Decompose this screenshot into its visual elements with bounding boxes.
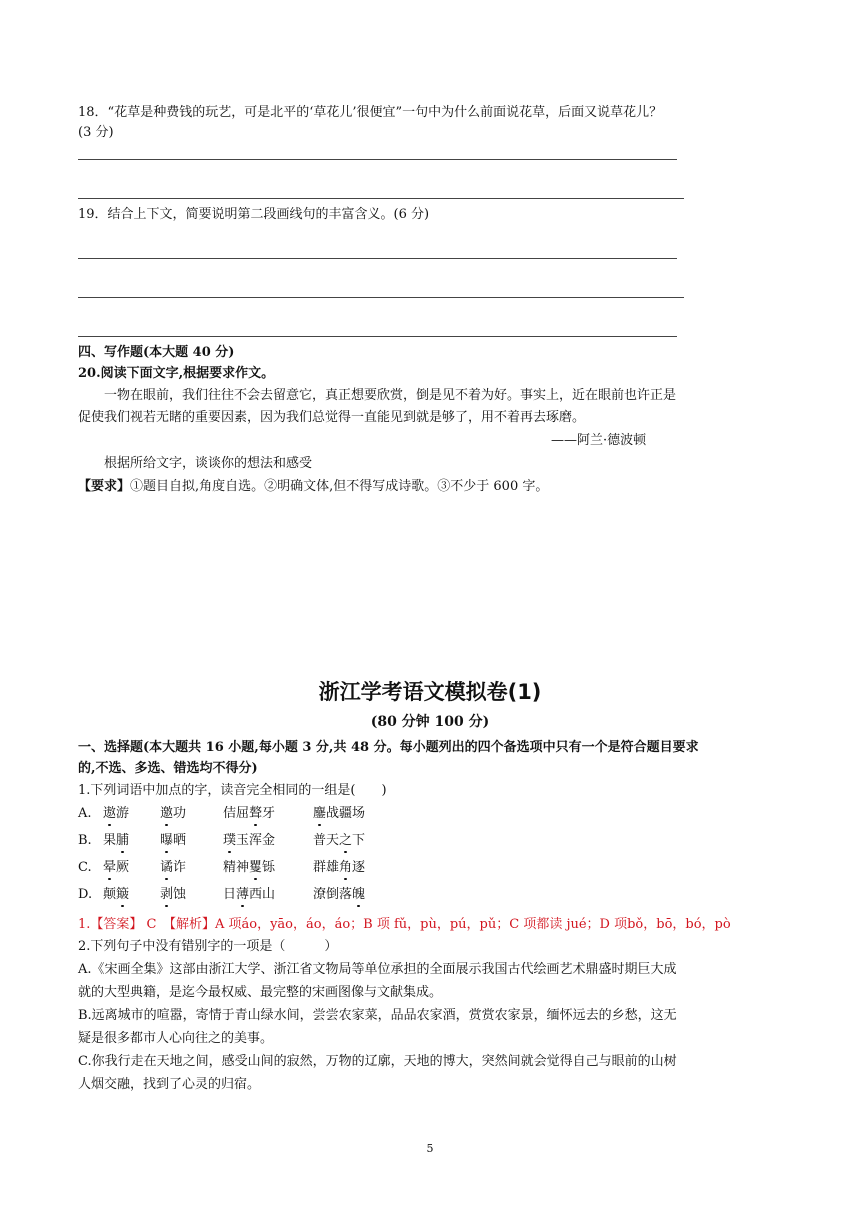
question-1-stem: 1.下列词语中加点的字，读音完全相同的一组是( ): [78, 783, 387, 798]
option-word: [160, 887, 186, 903]
passage-line-2: 促使我们视若无睹的重要因素，因为我们总觉得一直能见到就是够了，用不着再去琢磨。: [78, 410, 586, 425]
option-word: [313, 833, 365, 849]
option-word: [313, 806, 365, 822]
question-2-stem: 2.下列句子中没有错别字的一项是（ ）: [78, 939, 338, 954]
dotted-character: 邀: [160, 806, 174, 821]
word-part: 蚀: [173, 887, 187, 902]
word-part: 战疆场: [326, 806, 366, 821]
word-part: 玉浑金: [236, 833, 276, 848]
option-c-line-1: C.你我行走在天地之间，感受山间的寂然，万物的辽廓，天地的博大，突然间就会觉得自己与眼前的山树: [78, 1054, 677, 1069]
option-word: [160, 806, 186, 822]
word-part: 逐: [352, 860, 366, 875]
question-19-text: 19．结合上下文，简要说明第二段画线句的丰富含义。(6 分): [78, 207, 430, 222]
dotted-character: 遨: [103, 806, 117, 821]
page-number: 5: [426, 1142, 434, 1155]
section-1-heading-line-1: 一、选择题(本大题共 16 小题,每小题 3 分,共 48 分。每小题列出的四个备选项中只有一个是符合题目要求: [78, 740, 699, 755]
word-part: 游: [116, 806, 130, 821]
option-word: [223, 887, 275, 903]
dotted-character: 谲: [160, 860, 174, 875]
question-1-answer: [78, 917, 731, 933]
answer-line: [78, 297, 684, 298]
option-word: [223, 860, 275, 876]
word-part: 果: [103, 833, 117, 848]
dotted-character: 聱: [249, 806, 263, 821]
word-part: 西山: [249, 887, 276, 902]
option-word: [103, 833, 129, 849]
option-label: B.: [78, 833, 92, 848]
option-word: [223, 833, 275, 849]
passage-attribution: ——阿兰·德波顿: [551, 433, 647, 448]
word-part: 群雄: [313, 860, 340, 875]
dotted-character: 矍: [249, 860, 263, 875]
writing-requirements: [78, 479, 548, 495]
word-part: 潦倒落: [313, 887, 353, 902]
word-part: 精神: [223, 860, 250, 875]
option-label: C.: [78, 860, 92, 875]
option-b-line-2: 疑是很多都市人心向往之的美事。: [78, 1031, 274, 1046]
dotted-character: 晕: [103, 860, 117, 875]
section-1-heading-line-2: 的,不选、多选、错选均不得分): [78, 761, 258, 776]
word-part: 铄: [262, 860, 276, 875]
word-part: 普天: [313, 833, 340, 848]
option-word: [103, 887, 129, 903]
dotted-character: 鏖: [313, 806, 327, 821]
dotted-character: 魄: [352, 887, 366, 902]
answer-line: [78, 159, 677, 160]
dotted-character: 簸: [116, 887, 130, 902]
option-word: [160, 860, 186, 876]
exam-title: 浙江学考语文模拟卷(1): [318, 680, 542, 704]
answer-line: [78, 198, 684, 199]
dotted-character: 曝: [160, 833, 174, 848]
word-part: 厥: [116, 860, 130, 875]
dotted-character: 璞: [223, 833, 237, 848]
dotted-character: 之: [339, 833, 353, 848]
requirements-text: ①题目自拟,角度自选。②明确文体,但不得写成诗歌。③不少于 600 字。: [130, 479, 549, 494]
word-part: 功: [173, 806, 187, 821]
option-word: [103, 806, 129, 822]
option-a-line-1: A.《宋画全集》这部由浙江大学、浙江省文物局等单位承担的全面展示我国古代绘画艺术鼎盛时期巨大成: [78, 962, 677, 977]
dotted-character: 薄: [236, 887, 250, 902]
option-c-line-2: 人烟交融，找到了心灵的归宿。: [78, 1077, 261, 1092]
answer-explanation: A 项áo，yāo，áo，áo；B 项 fǔ，pù，pú，pǔ；C 项都读 jué；D 项bǒ，bō，bó，pò: [214, 917, 731, 932]
option-label: D.: [78, 887, 93, 902]
word-part: 诈: [173, 860, 187, 875]
option-word: [313, 887, 365, 903]
answer-line: [78, 258, 677, 259]
answer-line: [78, 336, 677, 337]
question-20-title: 20.阅读下面文字,根据要求作文。: [78, 366, 275, 381]
option-a-line-2: 就的大型典籍，是迄今最权威、最完整的宋画图像与文献集成。: [78, 985, 443, 1000]
answer-label: 1.【答案】 C 【解析】: [78, 917, 215, 932]
writing-prompt: 根据所给文字，谈谈你的想法和感受: [104, 456, 313, 471]
dotted-character: 脯: [116, 833, 130, 848]
word-part: 牙: [262, 806, 276, 821]
word-part: 下: [352, 833, 366, 848]
question-18-score: (3 分): [78, 125, 114, 140]
option-label: A.: [78, 806, 92, 821]
exam-subtitle: (80 分钟 100 分): [370, 714, 490, 730]
word-part: 晒: [173, 833, 187, 848]
option-word: [160, 833, 186, 849]
option-b-line-1: B.远离城市的喧嚣，寄情于青山绿水间，尝尝农家菜，品品农家酒，赏赏农家景，缅怀远去的乡愁，这无: [78, 1008, 677, 1023]
section-4-heading: 四、写作题(本大题 40 分): [78, 345, 235, 360]
word-part: 日: [223, 887, 237, 902]
requirements-label: 【要求】: [78, 479, 131, 494]
option-word: [223, 806, 275, 822]
dotted-character: 剥: [160, 887, 174, 902]
dotted-character: 角: [339, 860, 353, 875]
passage-line-1: 一物在眼前，我们往往不会去留意它，真正想要欣赏，倒是见不着为好。事实上，近在眼前也许正是: [104, 388, 677, 403]
question-18-text: 18．“花草是种费钱的玩艺，可是北平的‘草花儿’很便宜”一句中为什么前面说花草，后面又说草花儿？: [78, 105, 663, 120]
word-part: 佶屈: [223, 806, 250, 821]
option-word: [313, 860, 365, 876]
word-part: 颠: [103, 887, 117, 902]
option-word: [103, 860, 129, 876]
